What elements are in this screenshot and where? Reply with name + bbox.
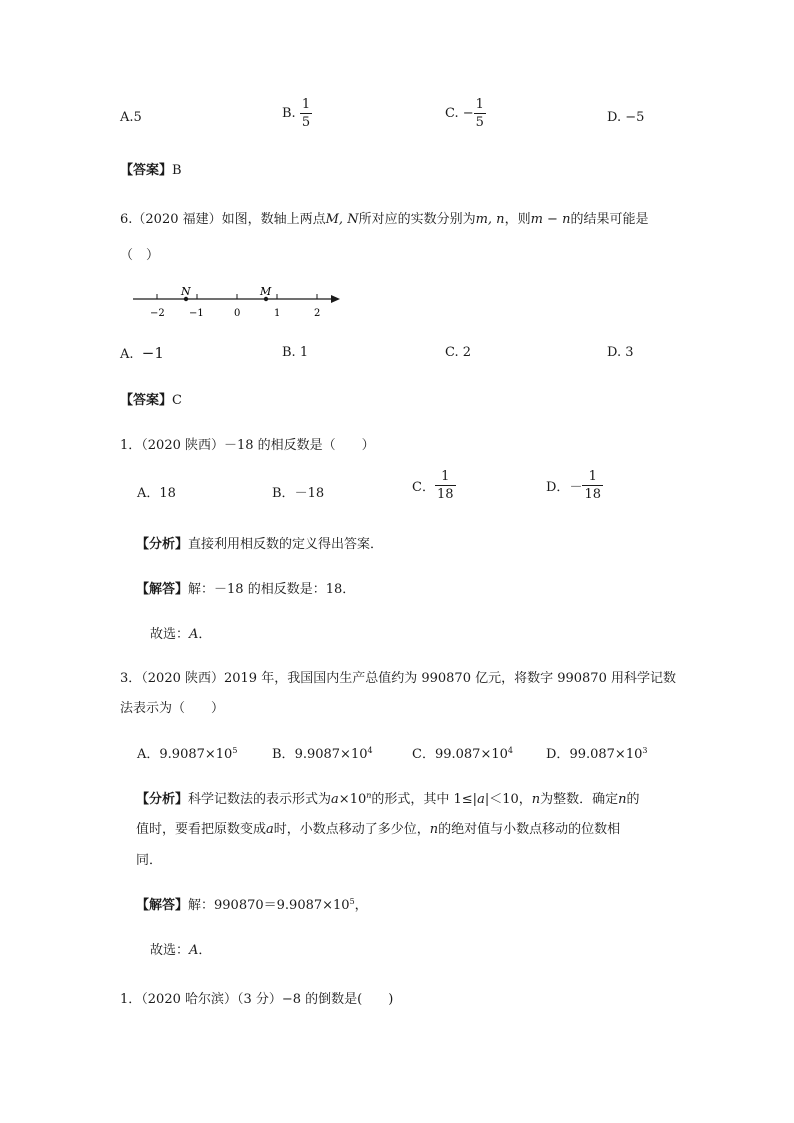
q1-solution: 【解答】解：－18 的相反数是：18．	[136, 582, 356, 597]
q1-choice: 故选：A．	[150, 627, 212, 642]
q-top-option-a: A.5	[120, 110, 142, 125]
q1-option-a: A．18	[137, 486, 176, 501]
q3-choice: 故选：A．	[150, 943, 212, 958]
fraction: $\frac{1}{5}$	[475, 97, 484, 130]
number-line	[128, 282, 348, 322]
q6-option-c: C. 2	[445, 345, 472, 360]
q-top-answer: 【答案】B	[120, 163, 182, 178]
fraction: $\frac{1}{5}$	[301, 97, 311, 130]
q-top-option-b: B. $\frac{1}{5}$	[282, 97, 311, 130]
q6-option-d: D. 3	[607, 345, 634, 360]
q3-option-c: C．$99.087\times 10^4$	[412, 746, 513, 762]
number-line-arrow	[331, 295, 340, 303]
tick-label: −2	[150, 308, 165, 319]
tick-label: 2	[314, 308, 321, 319]
q-top-option-d: D. −5	[607, 110, 645, 125]
q-last-text: 1．（2020 哈尔滨）（3 分）−8 的倒数是( )	[120, 992, 394, 1007]
q6-option-a: A. −1	[120, 344, 164, 362]
q3-analysis-line3: 同．	[136, 853, 163, 868]
point-n-label: N	[181, 285, 191, 298]
q1-option-b: B．－18	[272, 486, 325, 501]
q3-text-line2: 法表示为（ ）	[120, 701, 225, 716]
q6-option-b: B. 1	[282, 345, 309, 360]
q3-option-d: D．$99.087\times 10^3$	[546, 746, 648, 762]
q3-solution: 【解答】解：$990870=9.9087\times 10^5$，	[136, 897, 368, 913]
fraction: $\frac{1}{18}$	[436, 469, 454, 502]
q1-analysis: 【分析】直接利用相反数的定义得出答案．	[136, 537, 384, 552]
q3-option-b: B．$9.9087\times 10^4$	[272, 746, 373, 762]
option-value: 5	[133, 110, 142, 125]
q3-text-line1: 3．（2020 陕西）2019 年，我国国内生产总值约为 990870 亿元，将数字 990870 用科学记数	[120, 671, 676, 686]
q-top-option-c: C. − $\frac{1}{5}$	[445, 97, 484, 130]
q3-option-a: A．$9.9087\times 10^5$	[137, 746, 238, 762]
fraction: $\frac{1}{18}$	[584, 469, 601, 502]
tick-label: −1	[189, 308, 204, 319]
q6-answer: 【答案】C	[120, 393, 182, 408]
q6-paren: （ ）	[120, 248, 160, 263]
q1-option-d: D．－ $\frac{1}{18}$	[546, 469, 601, 502]
q3-analysis-line1: 【分析】科学记数法的表示形式为$a\times 10^n$的形式，其中 1≤|a|＜10，n为整数．确定n的	[136, 791, 640, 807]
q1-text: 1．（2020 陕西）－18 的相反数是（ ）	[120, 438, 375, 453]
q1-option-c: C． $\frac{1}{18}$	[412, 469, 454, 502]
q3-analysis-line2: 值时，要看把原数变成a时，小数点移动了多少位，n的绝对值与小数点移动的位数相	[136, 822, 621, 837]
point-m-label: M	[260, 285, 272, 298]
tick-label: 0	[234, 308, 241, 319]
tick-label: 1	[274, 308, 281, 319]
q6-text: 6.（2020 福建）如图，数轴上两点M, N所对应的实数分别为m, n，则m − n的结果可能是	[120, 212, 649, 227]
